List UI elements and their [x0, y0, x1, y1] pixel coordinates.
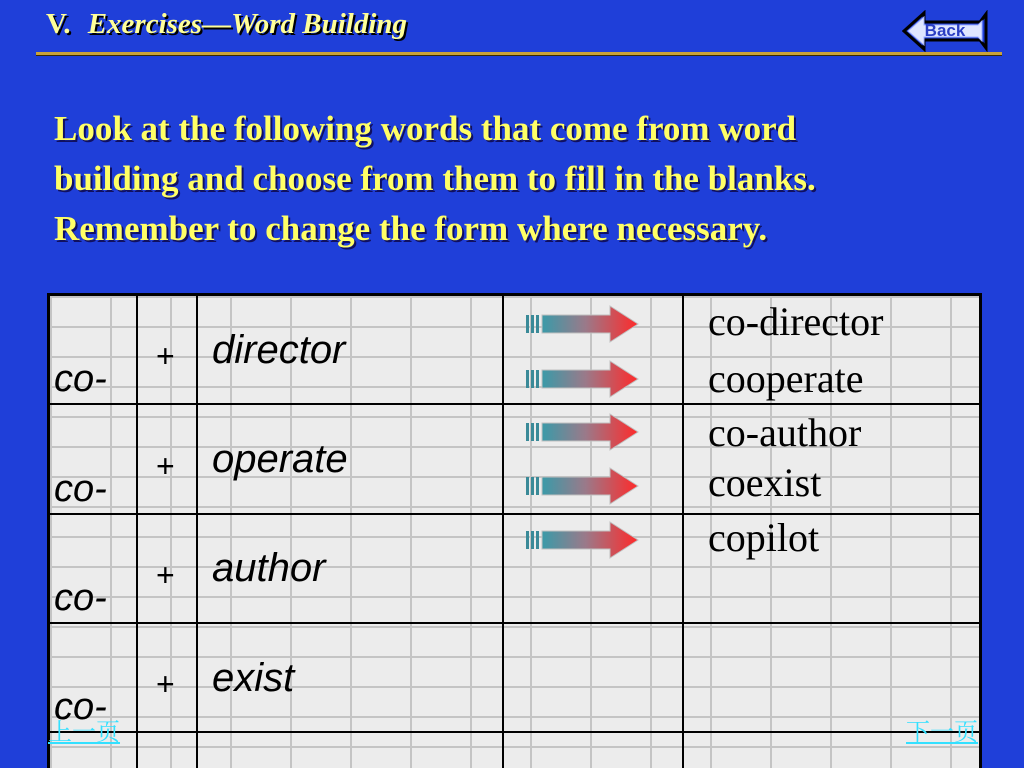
- table-row-divider: [50, 513, 979, 515]
- base-word: author: [212, 546, 326, 590]
- prev-page-link[interactable]: 上一页: [48, 718, 120, 746]
- page-title: [46, 8, 407, 41]
- base-word: operate: [212, 437, 348, 481]
- table-column-divider: [136, 296, 138, 768]
- table-column-divider: [682, 296, 684, 768]
- table-row-divider: [50, 731, 979, 733]
- table-row-divider: [50, 622, 979, 624]
- answer-word: coexist: [708, 460, 822, 505]
- prefix-cell: co-: [54, 577, 107, 619]
- section-title: Exercises—Word Building: [87, 8, 408, 40]
- answer-word: co-author: [708, 410, 862, 455]
- prefix-cell: co-: [54, 686, 107, 728]
- back-button[interactable]: [902, 10, 988, 52]
- right-arrow-icon: [526, 359, 642, 399]
- table-row-divider: [50, 403, 979, 405]
- header-divider: [36, 52, 1002, 56]
- plus-sign: +: [156, 557, 175, 593]
- answer-word: co-director: [708, 299, 884, 344]
- base-word: exist: [212, 656, 295, 700]
- back-button-label: Back: [924, 21, 966, 40]
- instructions: [54, 104, 1014, 254]
- prefix-cell: co-: [54, 358, 107, 400]
- right-arrow-icon: [526, 466, 642, 506]
- instruction-line: building and choose from them to fill in the blanks.: [54, 159, 816, 198]
- right-arrow-icon: [526, 304, 642, 344]
- table-column-divider: [502, 296, 504, 768]
- answer-word: cooperate: [708, 356, 864, 401]
- plus-sign: +: [156, 338, 175, 374]
- section-number: V.: [46, 8, 71, 40]
- right-arrow-icon: [526, 520, 642, 560]
- answer-word: copilot: [708, 515, 820, 560]
- right-arrow-icon: [526, 412, 642, 452]
- plus-sign: +: [156, 448, 175, 484]
- table-column-divider: [196, 296, 198, 768]
- instruction-line: Look at the following words that come from word: [54, 109, 797, 148]
- instruction-line: Remember to change the form where necessary.: [54, 209, 768, 248]
- base-word: director: [212, 328, 346, 372]
- prefix-cell: co-: [54, 468, 107, 510]
- plus-sign: +: [156, 666, 175, 702]
- next-page-link[interactable]: 下一页: [906, 718, 978, 746]
